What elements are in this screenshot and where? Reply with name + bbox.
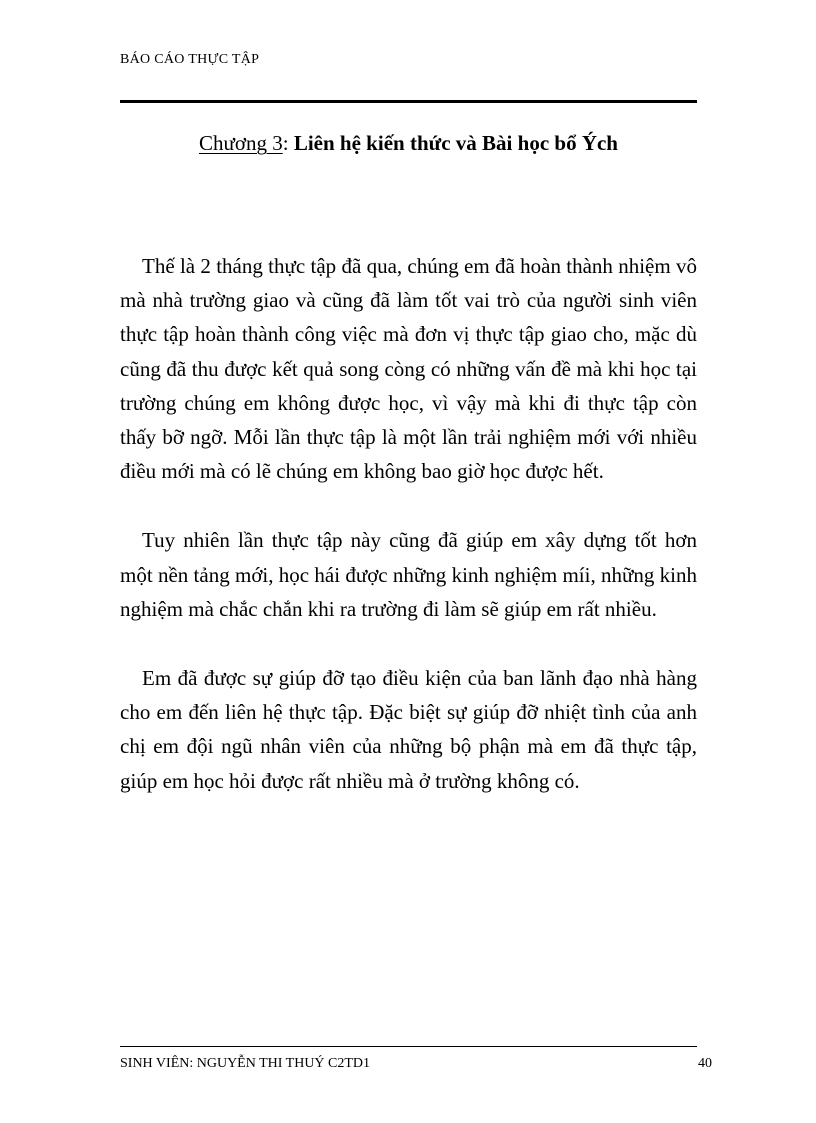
paragraph-2: Tuy nhiên lần thực tập này cũng đã giúp em xây dựng tốt hơn một nền tảng mới, học hái được những kinh nghiệm míi, những kinh nghiệm mà chắc chắn khi ra trường đi làm sẽ giúp em rất nhiều. [120,528,697,621]
body-text [120,249,697,833]
footer-student: SINH VIÊN: NGUYỄN THI THUÝ C2TD1 [120,1056,371,1071]
running-header: BÁO CÁO THỰC TẬP [120,52,260,67]
chapter-heading [120,131,697,156]
chapter-separator: : [282,131,294,155]
footer-divider [120,1046,697,1047]
paragraph-1: Thế là 2 tháng thực tập đã qua, chúng em đã hoàn thành nhiệm vô mà nhà trường giao và cũng đã làm tốt vai trò của người sinh viên thực tập hoàn thành công việc mà đơn vị thực tập giao cho, mặc dù cũng đã thu được kết quả song còng có những vấn đề mà khi học tại trường chúng em không được học, vì vậy mà khi đi thực tập còn thấy bỡ ngỡ. Mỗi lần thực tập là một lần trải nghiệm mới với nhiều điều mới mà có lẽ chúng em không bao giờ học được hết. [120,254,697,484]
page-number: 40 [698,1056,712,1071]
paragraph-3: Em đã được sự giúp đỡ tạo điều kiện của ban lãnh đạo nhà hàng cho em đến liên hệ thực tập. Đặc biệt sự giúp đỡ nhiệt tình của anh chị em đội ngũ nhân viên của những bộ phận mà em đã thực tập, giúp em học hỏi được rất nhiều mà ở trường không có. [120,666,697,793]
header-divider [120,100,697,103]
chapter-name: Liên hệ kiến thức và Bài học bổ Ých [293,131,618,155]
chapter-label: Chương 3 [199,131,283,155]
